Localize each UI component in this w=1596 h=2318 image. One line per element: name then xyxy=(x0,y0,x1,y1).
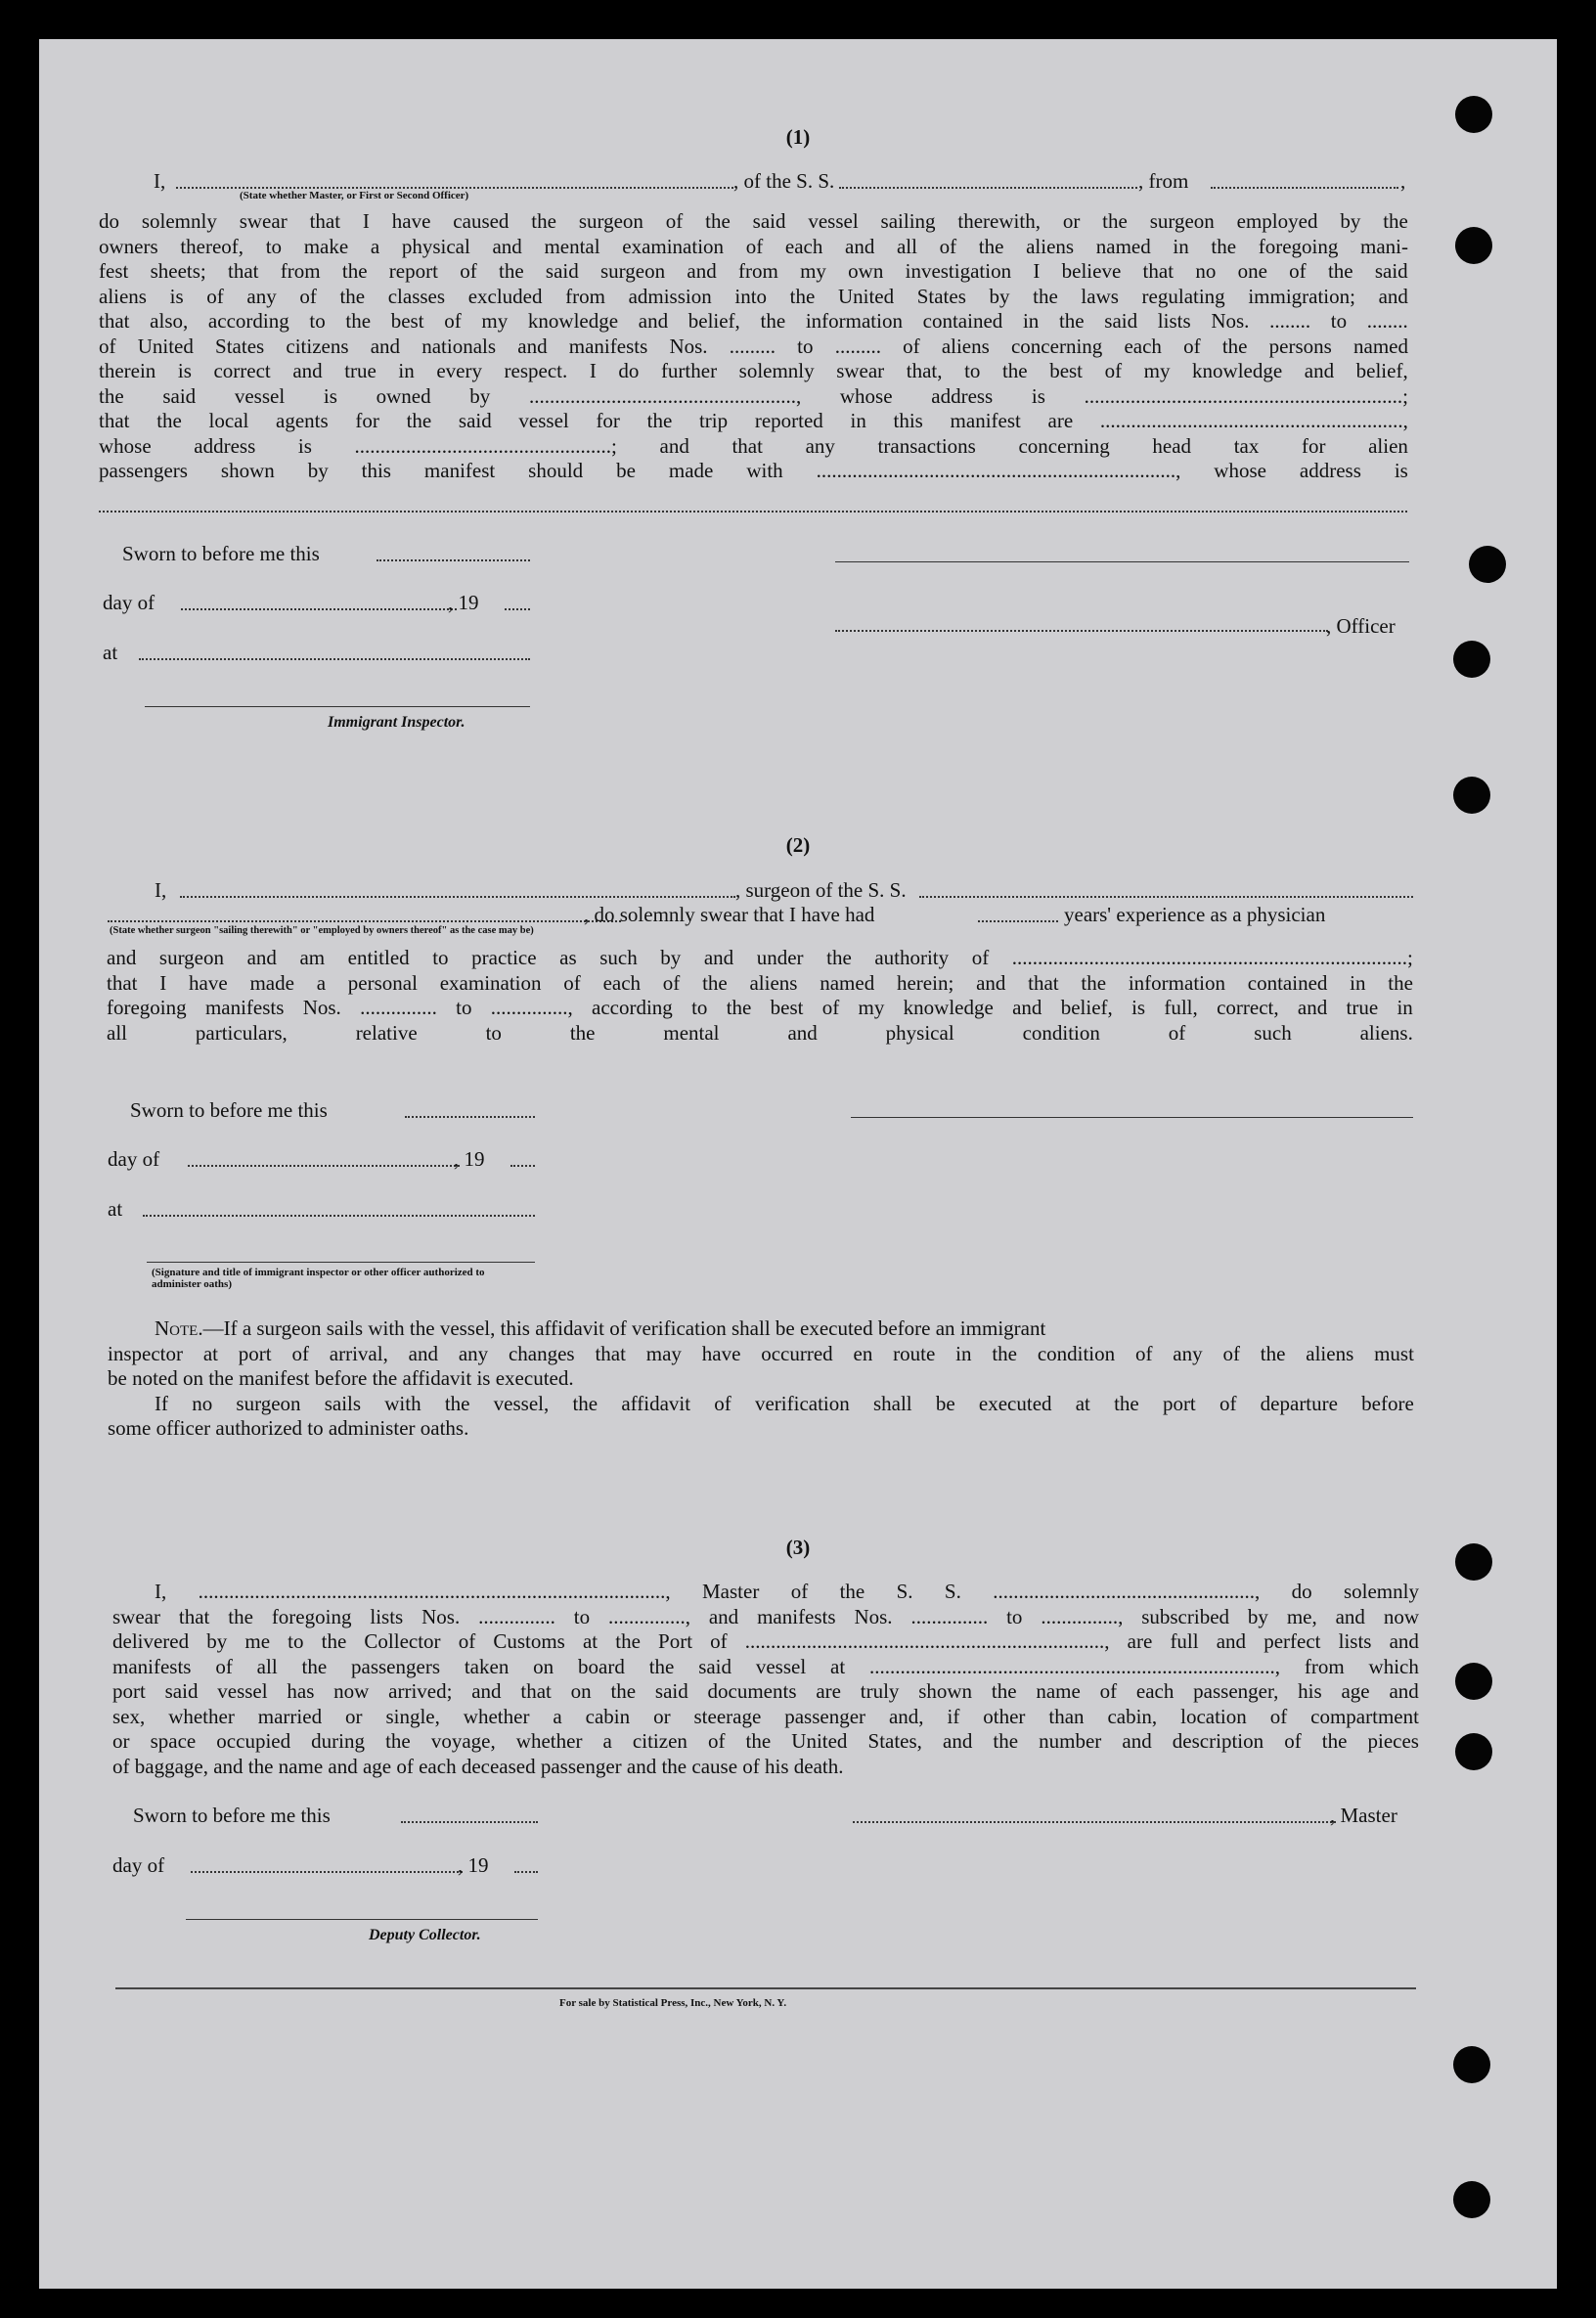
s3-line: port said vessel has now arrived; and that on the said documents are truly shown the name of each passenger, his age and xyxy=(112,1679,1419,1703)
s3-day-of-label: day of xyxy=(112,1853,165,1877)
s1-line: the said vessel is owned by ...................................................., whose address is ..............................................................; xyxy=(99,383,1408,408)
s3-deputy-label: Deputy Collector. xyxy=(369,1927,481,1943)
s1-inspector-label: Immigrant Inspector. xyxy=(328,714,466,731)
s1-vessel-name-field[interactable] xyxy=(839,187,1137,189)
punch-hole-icon xyxy=(1455,227,1492,264)
s2-month-field[interactable] xyxy=(188,1165,460,1167)
punch-hole-icon xyxy=(1453,641,1490,678)
s3-line: I, ..........................................................................................., Master of the S. S. ..................................................., do solemnly xyxy=(155,1580,1419,1603)
s1-i-label: I, xyxy=(154,169,166,193)
s1-oath-paragraph xyxy=(99,209,1408,484)
s2-note-label: Note. xyxy=(155,1316,203,1340)
s1-of-ss-label: , of the S. S. xyxy=(733,169,835,193)
s1-rank-note: (State whether Master, or First or Second Officer) xyxy=(240,190,469,201)
s3-sworn-day-field[interactable] xyxy=(401,1821,538,1823)
s1-officer-rank-field[interactable] xyxy=(176,187,733,189)
s2-year-label: , 19 xyxy=(454,1147,485,1171)
s1-from-label: , from xyxy=(1138,169,1189,193)
s1-at-place-field[interactable] xyxy=(139,658,530,660)
s1-line: whose address is ..................................................; and that any transactions concerning head tax for alien xyxy=(99,433,1408,458)
s2-swear-label: , do solemnly swear that I have had xyxy=(584,903,875,926)
s2-note-line: inspector at port of arrival, and any changes that may have occurred en route in the condition of any of the aliens must xyxy=(108,1341,1414,1365)
s2-line: foregoing manifests Nos. ............... to ..............., according to the best of my knowledge and belief, is full, correct, and true in xyxy=(107,996,1413,1019)
s2-day-of-label: day of xyxy=(108,1147,160,1171)
s2-line: that I have made a personal examination of each of the aliens named herein; and that the information contained in the xyxy=(107,970,1413,995)
punch-hole-icon xyxy=(1469,546,1506,583)
s1-inspector-signature-line[interactable] xyxy=(145,706,530,707)
s2-at-place-field[interactable] xyxy=(143,1215,535,1217)
s1-officer-label: , Officer xyxy=(1326,614,1396,638)
s2-oath-paragraph xyxy=(107,946,1413,1046)
s2-sworn-day-field[interactable] xyxy=(405,1116,535,1118)
s2-note-line: be noted on the manifest before the affidavit is executed. xyxy=(108,1366,574,1390)
punch-hole-icon xyxy=(1453,2181,1490,2218)
s2-line: and surgeon and am entitled to practice as such by and under the authority of .............................................................................; xyxy=(107,946,1413,969)
s1-at-label: at xyxy=(103,641,118,664)
s2-surgeon-of-label: , surgeon of the S. S. xyxy=(735,878,907,902)
s2-note-line: If no surgeon sails with the vessel, the affidavit of verification shall be executed at the port of departure before xyxy=(155,1391,1414,1415)
s3-line: manifests of all the passengers taken on board the said vessel at ..............................................................................., from which xyxy=(112,1654,1419,1678)
s3-line: swear that the foregoing lists Nos. ............... to ..............., and manifests Nos. ............... to ..............., subscribed by me, and now xyxy=(112,1604,1419,1628)
s2-years-label: years' experience as a physician xyxy=(1064,903,1326,926)
footer-rule xyxy=(115,1987,1416,1989)
s1-line: of United States citizens and nationals and manifests Nos. ......... to ......... of aliens concerning each of the persons named xyxy=(99,334,1408,358)
s2-status-note: (State whether surgeon "sailing therewith" or "employed by owners thereof" as the case may be) xyxy=(110,925,534,936)
s2-year-field[interactable] xyxy=(510,1165,535,1167)
s1-comma: , xyxy=(1400,169,1406,193)
s1-day-of-label: day of xyxy=(103,591,155,614)
s1-line: passengers shown by this manifest should be made with ......................................................................, whose address is xyxy=(99,459,1408,482)
s3-master-signature-field[interactable] xyxy=(853,1821,1336,1823)
s1-line: that the local agents for the said vessel for the trip reported in this manifest are ..........................................................., xyxy=(99,409,1408,432)
s3-year-label: , 19 xyxy=(458,1853,489,1877)
s2-signature-note: (Signature and title of immigrant inspector or other officer authorized to administer oaths) xyxy=(152,1267,485,1290)
s2-years-field[interactable] xyxy=(978,920,1058,922)
s3-master-label: , Master xyxy=(1330,1804,1397,1827)
s1-address-continuation-field[interactable] xyxy=(99,511,1407,513)
s3-line: sex, whether married or single, whether a cabin or steerage passenger and, if other than cabin, location of compartment xyxy=(112,1704,1419,1728)
s1-line: aliens is of any of the classes excluded from admission into the United States by the laws regulating immigration; and xyxy=(99,284,1408,308)
s3-oath-paragraph xyxy=(112,1580,1419,1779)
s2-line: all particulars, relative to the mental and physical condition of such aliens. xyxy=(107,1020,1413,1045)
s1-month-field[interactable] xyxy=(181,608,457,610)
s1-line: owners thereof, to make a physical and mental examination of each and all of the aliens named in the foregoing mani- xyxy=(99,234,1408,258)
s2-note-paragraph xyxy=(108,1316,1414,1442)
s2-signature-line[interactable] xyxy=(851,1117,1413,1118)
s3-year-field[interactable] xyxy=(514,1871,538,1873)
s2-note-line xyxy=(108,1316,1414,1342)
s3-sworn-label: Sworn to before me this xyxy=(133,1804,331,1827)
s3-line: delivered by me to the Collector of Customs at the Port of ......................................................................, are full and perfect lists and xyxy=(112,1629,1419,1653)
section-3-number: (3) xyxy=(785,1536,811,1559)
s1-from-port-field[interactable] xyxy=(1211,187,1398,189)
s1-sworn-day-field[interactable] xyxy=(377,559,530,561)
punch-hole-icon xyxy=(1455,1733,1492,1770)
s3-line: or space occupied during the voyage, whether a citizen of the United States, and the number and description of the pieces xyxy=(112,1729,1419,1753)
s2-sworn-label: Sworn to before me this xyxy=(130,1098,328,1122)
s1-sworn-label: Sworn to before me this xyxy=(122,542,320,565)
punch-hole-icon xyxy=(1455,1663,1492,1700)
punch-hole-icon xyxy=(1455,1543,1492,1581)
s2-vessel-name-field[interactable] xyxy=(919,896,1413,898)
s2-surgeon-status-field[interactable] xyxy=(108,920,621,922)
s3-line: of baggage, and the name and age of each deceased passenger and the cause of his death. xyxy=(112,1754,844,1778)
s2-inspector-signature-line[interactable] xyxy=(147,1262,535,1263)
s2-note-line: some officer authorized to administer oaths. xyxy=(108,1416,469,1440)
s1-line: that also, according to the best of my knowledge and belief, the information contained in the said lists Nos. ........ to ........ xyxy=(99,309,1408,333)
s2-i-label: I, xyxy=(155,878,167,902)
s3-deputy-signature-line[interactable] xyxy=(186,1919,538,1920)
s1-year-label: , 19 xyxy=(448,591,479,614)
section-1-number: (1) xyxy=(785,125,811,149)
footer-printer: For sale by Statistical Press, Inc., New York, N. Y. xyxy=(559,1997,787,2009)
punch-hole-icon xyxy=(1455,96,1492,133)
s3-month-field[interactable] xyxy=(191,1871,463,1873)
s1-line: do solemnly swear that I have caused the surgeon of the said vessel sailing therewith, or the surgeon employed by the xyxy=(99,209,1408,233)
manifest-form-page xyxy=(39,39,1557,2289)
punch-hole-icon xyxy=(1453,2046,1490,2083)
s2-surgeon-name-field[interactable] xyxy=(180,896,735,898)
s1-officer-signature-field[interactable] xyxy=(835,630,1328,632)
s2-at-label: at xyxy=(108,1197,123,1221)
s1-year-field[interactable] xyxy=(505,608,530,610)
punch-hole-icon xyxy=(1453,777,1490,814)
s2-note-text: —If a surgeon sails with the vessel, this affidavit of verification shall be executed before an immigrant xyxy=(202,1316,1046,1340)
s1-line: fest sheets; that from the report of the said surgeon and from my own investigation I believe that no one of the said xyxy=(99,259,1408,283)
section-2-number: (2) xyxy=(785,833,811,857)
s1-line: therein is correct and true in every respect. I do further solemnly swear that, to the best of my knowledge and belief, xyxy=(99,359,1408,382)
s1-signature-line[interactable] xyxy=(835,561,1409,562)
